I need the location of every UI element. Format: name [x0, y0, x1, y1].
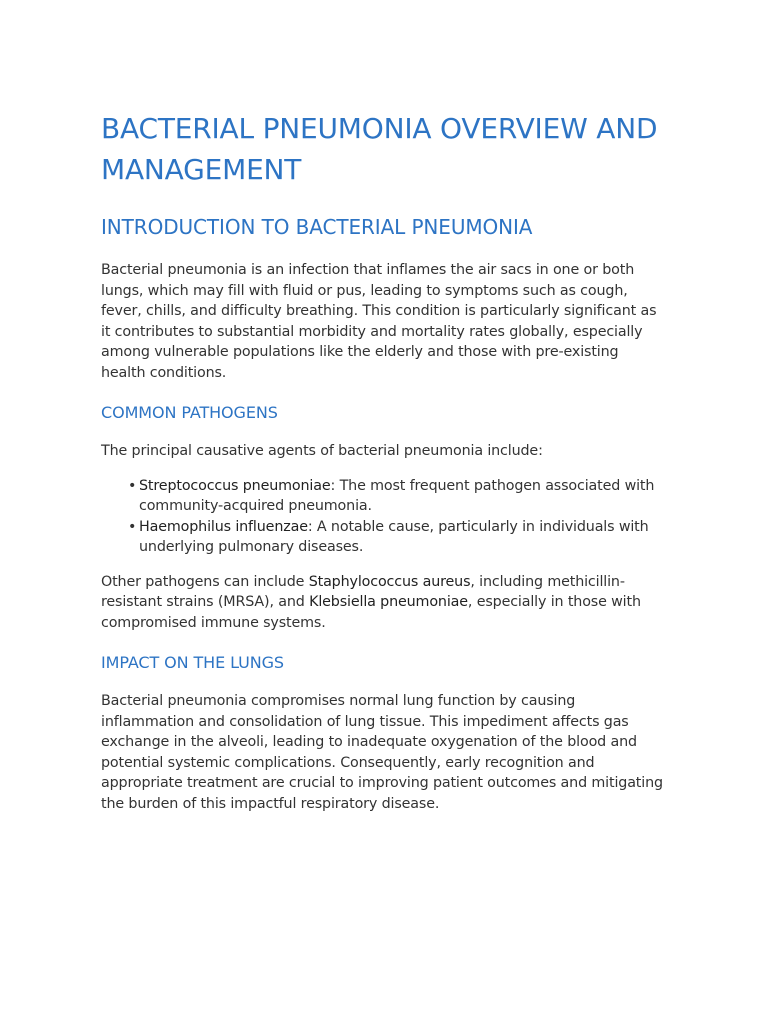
subsection-heading-impact-on-lungs: IMPACT ON THE LUNGS: [101, 653, 284, 672]
other-pathogens-text: Other pathogens can include: [101, 573, 309, 590]
pathogen-description: : A notable cause, particularly in individuals with underlying pulmonary diseases.: [139, 518, 649, 555]
document-title: BACTERIAL PNEUMONIA OVERVIEW AND MANAGEMENT: [101, 112, 658, 186]
pathogen-list: [101, 476, 667, 558]
other-pathogens-text: , including methicillin-resistant strains (MRSA), and: [101, 573, 625, 610]
impact-paragraph: Bacterial pneumonia compromises normal lung function by causing inflammation and consolidation of lung tissue. This impediment affects gas exchange in the alveoli, leading to inadequate oxygenation of the blood and potential systemic complications. Consequently, early recognition and appropriate treatment are crucial to improving patient outcomes and mitigating the burden of this impactful respiratory disease.: [101, 693, 663, 812]
pathogen-name: Klebsiella pneumoniae: [309, 594, 468, 610]
subsection-heading-common-pathogens: COMMON PATHOGENS: [101, 403, 278, 422]
pathogen-name: Haemophilus influenzae: [139, 518, 308, 535]
pathogen-name: Streptococcus pneumoniae: [139, 477, 331, 494]
bullet-marker: •: [128, 477, 137, 494]
pathogen-description: : The most frequent pathogen associated with community-acquired pneumonia.: [139, 477, 655, 514]
list-item: [128, 517, 667, 558]
pathogen-name: Staphylococcus aureus: [308, 573, 471, 590]
other-pathogens-text: , especially in those with compromised immune systems.: [101, 594, 641, 631]
other-pathogens-paragraph: [101, 572, 667, 634]
document-page: [101, 108, 667, 814]
pathogens-lead-paragraph: The principal causative agents of bacterial pneumonia include:: [101, 443, 543, 459]
intro-paragraph: Bacterial pneumonia is an infection that inflames the air sacs in one or both lungs, which may fill with fluid or pus, leading to symptoms such as cough, fever, chills, and difficulty breathing. This condition is particularly significant as it contributes to substantial morbidity and mortality rates globally, especially among vulnerable populations like the elderly and those with pre-existing health conditions.: [101, 262, 657, 381]
list-item: [128, 476, 667, 517]
section-heading-introduction: INTRODUCTION TO BACTERIAL PNEUMONIA: [101, 215, 533, 239]
bullet-marker: •: [128, 518, 137, 535]
